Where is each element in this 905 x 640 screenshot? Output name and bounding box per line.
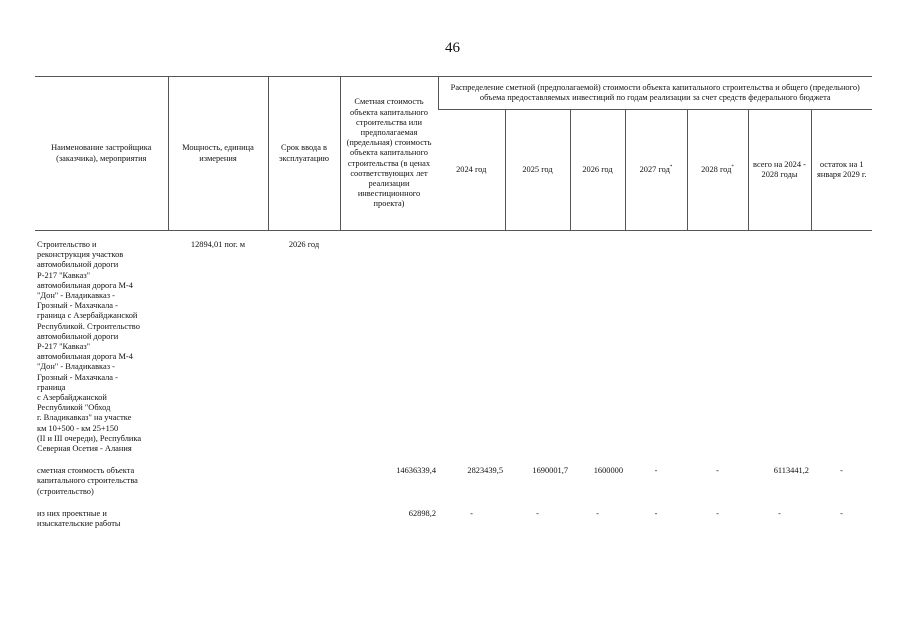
header-distribution: Распределение сметной (предполагаемой) стоимости объекта капитального строительства и общего (предельного) объема предоставляемых инвестиций по годам реализации за счет средств федерального бюджета bbox=[438, 77, 872, 110]
row-2027: - bbox=[654, 466, 658, 476]
row-total bbox=[748, 239, 811, 455]
row-2027: - bbox=[654, 508, 658, 518]
row-commission bbox=[268, 465, 340, 498]
header-row-top bbox=[35, 77, 872, 110]
row-commission bbox=[268, 508, 340, 530]
table-row bbox=[35, 465, 872, 498]
investment-table bbox=[35, 76, 872, 530]
row-2024 bbox=[438, 239, 505, 455]
row-2028: - bbox=[716, 508, 719, 518]
footnote-mark: * bbox=[731, 165, 734, 171]
header-capacity: Мощность, единица измерения bbox=[168, 77, 268, 231]
row-cost: 62898,2 bbox=[408, 508, 436, 518]
row-capacity bbox=[168, 465, 268, 498]
header-year-2028 bbox=[687, 110, 748, 231]
row-cost: 14636339,4 bbox=[396, 466, 436, 476]
header-total: всего на 2024 - 2028 годы bbox=[748, 110, 811, 231]
row-balance: - bbox=[840, 508, 843, 518]
row-2025: 1690001,7 bbox=[532, 466, 568, 476]
row-balance bbox=[811, 239, 872, 455]
header-commission: Срок ввода в эксплуатацию bbox=[268, 77, 340, 231]
row-cost bbox=[340, 239, 438, 455]
header-year-2027-label: 2027 год bbox=[639, 164, 670, 174]
header-estimated-cost: Сметная стоимость объекта капитального строительства или предполагаемая (предельная) стоимость объекта капитального строительства (в ценах соответствующих лет реализации инвестиционного проекта) bbox=[340, 77, 438, 231]
row-name: из них проектные и изыскательские работы bbox=[37, 508, 121, 529]
row-total: 6113441,2 bbox=[773, 466, 809, 476]
header-year-2025: 2025 год bbox=[505, 110, 570, 231]
row-2028: - bbox=[716, 466, 719, 476]
row-2027 bbox=[625, 239, 687, 455]
row-commission: 2026 год bbox=[288, 240, 320, 249]
header-balance: остаток на 1 января 2029 г. bbox=[811, 110, 872, 231]
table-row bbox=[35, 508, 872, 530]
page-number: 46 bbox=[445, 40, 460, 56]
row-2024: 2823439,5 bbox=[467, 466, 503, 476]
row-2026: - bbox=[596, 508, 599, 518]
row-capacity: 12894,01 пог. м bbox=[190, 240, 246, 249]
row-2026 bbox=[570, 239, 625, 455]
header-name: Наименование застройщика (заказчика), мероприятия bbox=[35, 77, 168, 231]
row-balance: - bbox=[840, 466, 843, 476]
row-2024: - bbox=[470, 508, 473, 518]
footnote-mark: * bbox=[669, 165, 673, 171]
table-row bbox=[35, 239, 872, 455]
header-year-2024: 2024 год bbox=[438, 110, 505, 231]
row-2028 bbox=[687, 239, 748, 455]
row-name: Строительство и реконструкция участков автомобильной дороги Р-217 "Кавказ" автомобильная дорога М-4 "Дон" - Владикавказ - Грозный - Махачкала - граница с Азербайджанской Республикой. Строительство автомобильной дороги Р-217 "Кавказ" автомобильная дорога М-4 "Дон" - Владикавказ - Грозный - Махачкала - граница с Азербайджанской Республикой "Обход г. Владикавказ" на участке км 10+500 - км 25+150 (II и III очереди), Республика Северная Осетия - Алания bbox=[37, 240, 142, 454]
row-2026: 1600000 bbox=[593, 466, 623, 476]
header-year-2027 bbox=[625, 110, 687, 231]
row-2025 bbox=[505, 239, 570, 455]
row-2025: - bbox=[536, 508, 539, 518]
row-total: - bbox=[778, 508, 781, 518]
row-capacity bbox=[168, 508, 268, 530]
row-name: сметная стоимость объекта капитального строительства (строительство) bbox=[37, 466, 138, 496]
header-year-2026: 2026 год bbox=[570, 110, 625, 231]
header-year-2028-label: 2028 год bbox=[701, 164, 732, 174]
